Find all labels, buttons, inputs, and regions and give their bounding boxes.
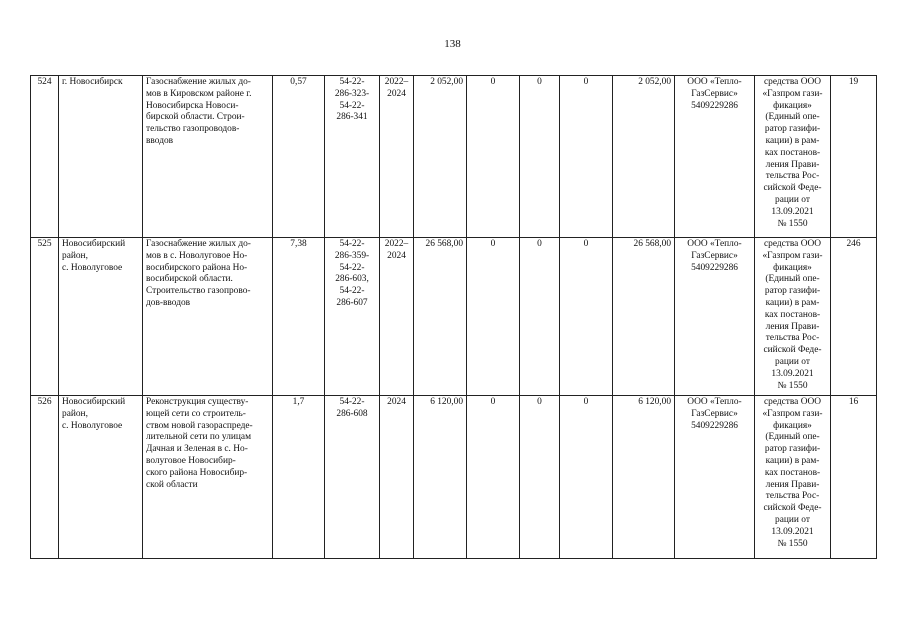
count-cell: 16 xyxy=(831,396,877,559)
code-cell: 54-22- 286-608 xyxy=(325,396,380,559)
length-cell: 0,57 xyxy=(273,76,325,238)
length-cell: 1,7 xyxy=(273,396,325,559)
cost-cell: 6 120,00 xyxy=(414,396,467,559)
total-cell: 6 120,00 xyxy=(613,396,675,559)
value-cell: 0 xyxy=(520,238,560,396)
cost-cell: 26 568,00 xyxy=(414,238,467,396)
count-cell: 19 xyxy=(831,76,877,238)
value-cell: 0 xyxy=(560,76,613,238)
table-row xyxy=(31,238,877,396)
location-cell: Новосибирский район, с. Новолуговое xyxy=(59,396,143,559)
location-cell: г. Новосибирск xyxy=(59,76,143,238)
total-cell: 26 568,00 xyxy=(613,238,675,396)
row-number: 524 xyxy=(31,76,59,238)
value-cell: 0 xyxy=(467,76,520,238)
page-number: 138 xyxy=(444,38,461,50)
value-cell: 0 xyxy=(467,238,520,396)
code-cell: 54-22- 286-323- 54-22- 286-341 xyxy=(325,76,380,238)
row-number: 525 xyxy=(31,238,59,396)
funding-source-cell: средства ООО «Газпром гази- фикация» (Единый опе- ратор газифи- кации) в рам- ках постанов- ления Прави- тельства Рос- сийской Феде- рации от 13.09.2021 № 1550 xyxy=(755,396,831,559)
code-cell: 54-22- 286-359- 54-22- 286-603, 54-22- 286-607 xyxy=(325,238,380,396)
funding-source-cell: средства ООО «Газпром гази- фикация» (Единый опе- ратор газифи- кации) в рам- ках постанов- ления Прави- тельства Рос- сийской Феде- рации от 13.09.2021 № 1550 xyxy=(755,238,831,396)
length-cell: 7,38 xyxy=(273,238,325,396)
object-name-cell: Реконструкция существу- ющей сети со строитель- ством новой газораспреде- лительной сети по улицам Дачная и Зеленая в с. Но- волуговое Новосибир- ского района Новосибир- ской области xyxy=(143,396,273,559)
value-cell: 0 xyxy=(520,396,560,559)
object-name-cell: Газоснабжение жилых до- мов в Кировском районе г. Новосибирска Новоси- бирской области. Строи- тельство газопроводов- вводов xyxy=(143,76,273,238)
organization-cell: ООО «Тепло- ГазСервис» 5409229286 xyxy=(675,238,755,396)
value-cell: 0 xyxy=(560,238,613,396)
table-row xyxy=(31,396,877,559)
cost-cell: 2 052,00 xyxy=(414,76,467,238)
table-row xyxy=(31,76,877,238)
funding-source-cell: средства ООО «Газпром гази- фикация» (Единый опе- ратор газифи- кации) в рам- ках постанов- ления Прави- тельства Рос- сийской Феде- рации от 13.09.2021 № 1550 xyxy=(755,76,831,238)
gasification-table xyxy=(30,75,877,559)
organization-cell: ООО «Тепло- ГазСервис» 5409229286 xyxy=(675,396,755,559)
total-cell: 2 052,00 xyxy=(613,76,675,238)
location-cell: Новосибирский район, с. Новолуговое xyxy=(59,238,143,396)
value-cell: 0 xyxy=(560,396,613,559)
years-cell: 2022– 2024 xyxy=(380,238,414,396)
value-cell: 0 xyxy=(467,396,520,559)
years-cell: 2022– 2024 xyxy=(380,76,414,238)
row-number: 526 xyxy=(31,396,59,559)
organization-cell: ООО «Тепло- ГазСервис» 5409229286 xyxy=(675,76,755,238)
value-cell: 0 xyxy=(520,76,560,238)
years-cell: 2024 xyxy=(380,396,414,559)
count-cell: 246 xyxy=(831,238,877,396)
object-name-cell: Газоснабжение жилых до- мов в с. Новолуговое Но- восибирского района Но- восибирской области. Строительство газопрово- дов-вводов xyxy=(143,238,273,396)
